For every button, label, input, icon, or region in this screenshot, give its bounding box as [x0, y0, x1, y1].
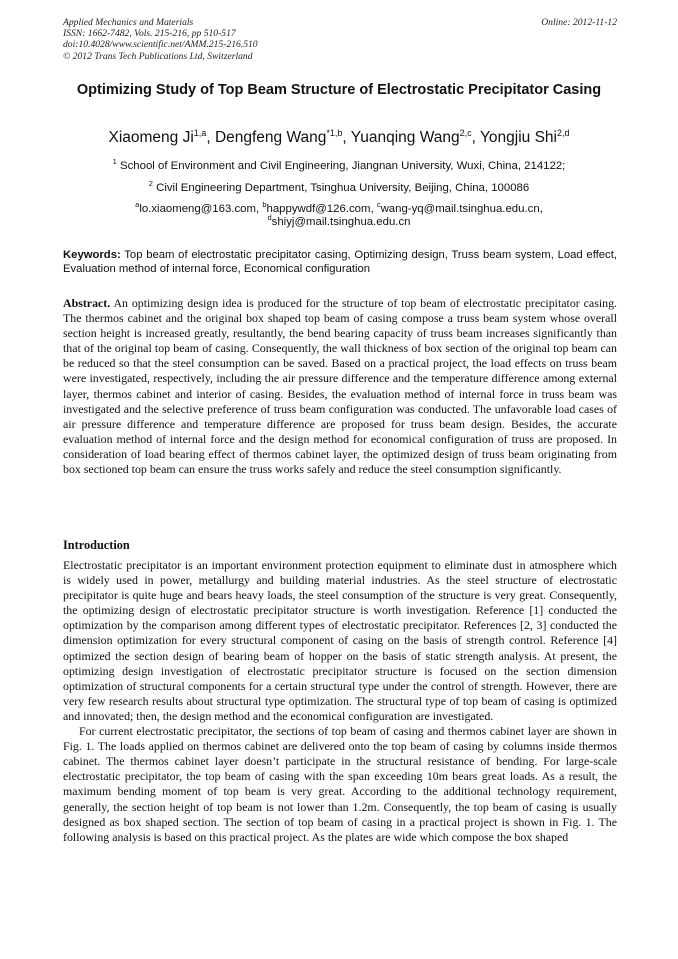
- author-affil-sup: 2,d: [556, 128, 570, 138]
- email-sup: b: [262, 200, 267, 209]
- author-separator: ,: [471, 129, 480, 146]
- affiliation-text: School of Environment and Civil Engineering, Jiangnan University, Wuxi, China, 214122;: [116, 160, 566, 172]
- body-paragraph: Electrostatic precipitator is an important environment protection equipment to eliminate dust in atmosphere which is widely used in power, metallurgy and building material industries. As the steel structure of electrostatic precipitator is quite huge and bears heavy loads, the steel consumption of the structure is very great. Consequently, the optimizing design of electrostatic precipitator structure is worth investigation. Reference [1] conducted the optimization by the comparison among different types of electrostatic precipitator. References [2, 3] conducted the dimension optimization for every structural component of casing on the basis of strength control. Reference [4] optimized the section design of bearing beam of hopper on the basis of static strength analysis. At present, the optimizing design investigation of electrostatic precipitator structure is focused on the section dimension optimization of structural components for a certain structural type under the control of strength. However, there are very few research results about structural type optimization. The structural type of top beam of casing is optimized and innovated; then, the design method and the economical configuration are investigated.: [63, 558, 617, 723]
- author-affil-sup: 2,c: [459, 128, 472, 138]
- email-address[interactable]: wang-yq@mail.tsinghua.edu.cn,: [380, 203, 543, 215]
- email-address[interactable]: shiyj@mail.tsinghua.edu.cn: [271, 216, 411, 228]
- keywords-text: Top beam of electrostatic precipitator casing, Optimizing design, Truss beam system, Load effect, Evaluation method of internal force, Economical configuration: [63, 249, 617, 275]
- keywords-section: [63, 248, 617, 276]
- affiliation-text: Civil Engineering Department, Tsinghua University, Beijing, China, 100086: [152, 182, 530, 194]
- copyright-line: © 2012 Trans Tech Publications Ltd, Switzerland: [63, 50, 253, 62]
- abstract-text: An optimizing design idea is produced for the structure of top beam of electrostatic precipitator casing. The thermos cabinet and the original box shaped top beam of casing compose a truss beam system whose overall section height is increased greatly, resultantly, the bend bearing capacity of truss beam increases significantly than that of the original top beam of casing. Consequently, the wall thickness of box section of the original top beam can be reduced so that the steel consumption can be saved. Based on a practical project, the load effects on truss beam were investigated, respectively, including the air pressure difference and the temperature difference among external layer, thermos cabinet and interior of casing. Besides, the evaluation method of internal force in truss beam was investigated and the selective preference of truss beam configuration was conducted. The unfavorable load cases of air pressure difference and temperature difference are proposed for truss beam design. Besides, the accurate evaluation method of internal force and the design method for economical configuration of truss are proposed. In consideration of load bearing effect of thermos cabinet layer, the optimized design of truss beam originating from box sectioned top beam can ensure the truss works safely and reduce the steel consumption significantly.: [63, 296, 617, 477]
- affiliation-2: [40, 180, 638, 196]
- paper-title: Optimizing Study of Top Beam Structure of Electrostatic Precipitator Casing: [76, 82, 602, 98]
- doi-line: doi:10.4028/www.scientific.net/AMM.215-216.510: [63, 39, 258, 51]
- affiliation-1: [40, 158, 638, 174]
- author-name: Yongjiu Shi: [479, 129, 557, 146]
- author-affil-sup: 1,a: [193, 128, 207, 138]
- introduction-body: [63, 558, 617, 845]
- author-list: [40, 128, 638, 148]
- author-name: Yuanqing Wang: [350, 129, 460, 146]
- affiliation-sup: 2: [148, 179, 153, 188]
- abstract-label: Abstract.: [63, 296, 111, 310]
- email-sup: c: [376, 200, 381, 209]
- journal-name: Applied Mechanics and Materials: [63, 17, 194, 28]
- author-affil-sup: *1,b: [326, 128, 343, 138]
- affiliation-sup: 1: [112, 157, 117, 166]
- email-line-2: [40, 214, 638, 230]
- email-sup: d: [267, 213, 272, 222]
- issn-line: ISSN: 1662-7482, Vols. 215-216, pp 510-517: [63, 28, 236, 40]
- section-heading-introduction: Introduction: [63, 538, 130, 552]
- journal-header: [63, 17, 617, 62]
- body-paragraph: For current electrostatic precipitator, the sections of top beam of casing and thermos cabinet layer are shown in Fig. 1. The loads applied on thermos cabinet are delivered onto the top beam of casing by columns inside thermos cabinet. The thermos cabinet layer doesn’t participate in the structural resistance of bending. For large-scale electrostatic precipitator, the top beam of casing with the span exceeding 10m bears great loads. As a result, the maximum bending moment of top beam is very great. According to the additional technology requirement, generally, the section height of top beam is not lower than 1.2m. Consequently, the top beam of casing is usually designed as box shaped section. The section of top beam of casing in a practical project is shown in Fig. 1. The following analysis is based on this practical project. As the plates are wide which compose the box shaped: [63, 724, 617, 844]
- keywords-label: Keywords:: [63, 249, 121, 261]
- abstract-section: [63, 296, 617, 477]
- author-name: Dengfeng Wang: [214, 129, 327, 146]
- author-name: Xiaomeng Ji: [108, 129, 194, 146]
- email-sup: a: [135, 200, 140, 209]
- author-separator: ,: [342, 129, 351, 146]
- email-address[interactable]: happywdf@126.com,: [266, 203, 377, 215]
- author-separator: ,: [206, 129, 215, 146]
- email-address[interactable]: lo.xiaomeng@163.com,: [139, 203, 263, 215]
- online-date: Online: 2012-11-12: [541, 17, 617, 28]
